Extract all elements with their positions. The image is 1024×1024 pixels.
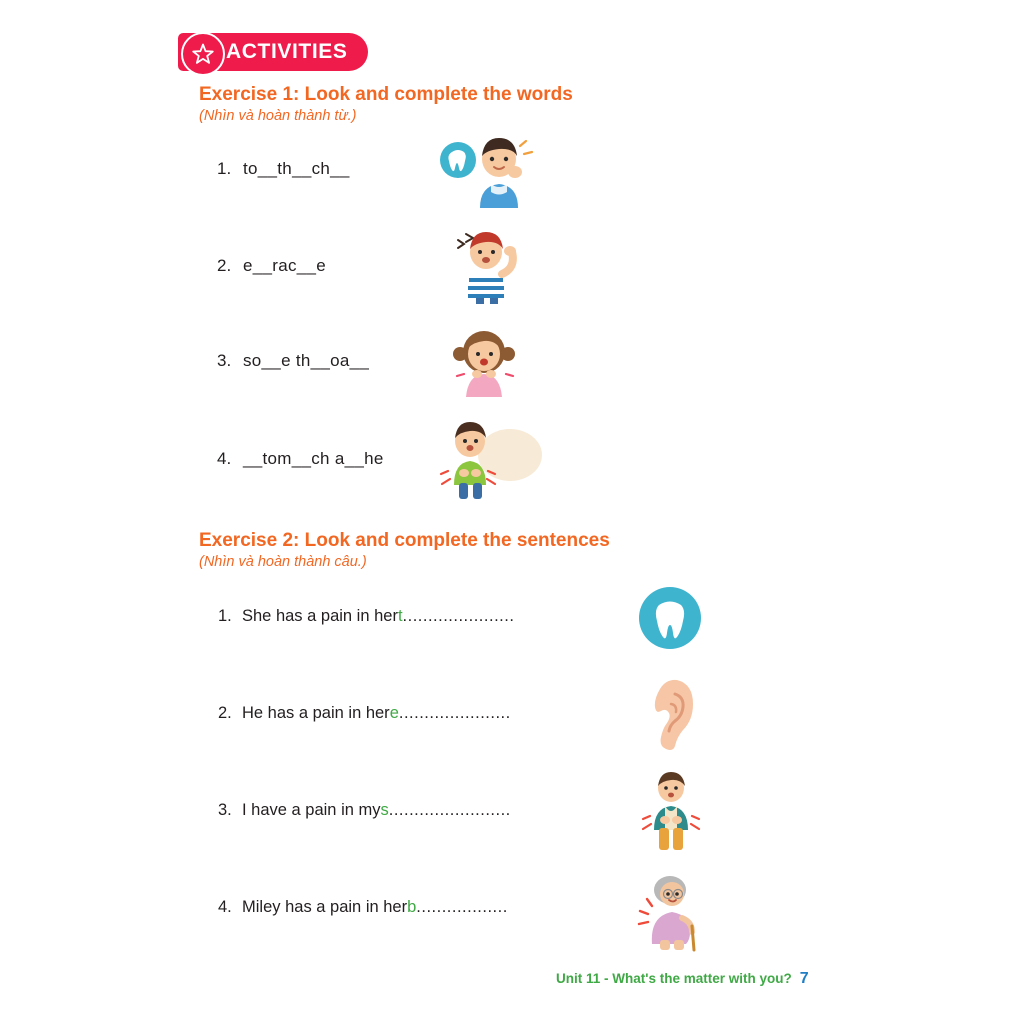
exercise2-subtitle: (Nhìn và hoàn thành câu.) [199, 554, 367, 570]
exercise1-item-3-number: 3. [217, 351, 232, 370]
exercise2-item-2-number: 2. [218, 704, 232, 722]
activities-banner-label: ACTIVITIES [226, 40, 348, 63]
exercise1-item-1 [217, 159, 350, 179]
exercise2-title: Exercise 2: Look and complete the sentences [199, 530, 610, 551]
backache-grandma-illustration [636, 874, 706, 952]
exercise2-item-4-number: 4. [218, 898, 232, 916]
exercise2-item-1 [218, 607, 514, 626]
exercise1-item-2-word[interactable]: e__rac__e [243, 256, 327, 275]
exercise2-item-1-text: She has a pain in her [242, 607, 398, 625]
earache-boy-illustration [444, 226, 534, 304]
exercise2-item-3-hint: s [380, 801, 389, 819]
exercise2-item-2-blank[interactable]: ...................... [398, 704, 511, 722]
tooth-icon-illustration [639, 587, 701, 649]
exercise2-item-1-number: 1. [218, 607, 232, 625]
exercise1-item-3-word[interactable]: so__e th__oa__ [243, 351, 370, 370]
exercise2-item-4-blank[interactable]: .................. [416, 898, 508, 916]
exercise2-item-3-blank[interactable]: ........................ [388, 801, 511, 819]
toothache-boy-illustration [436, 132, 546, 210]
exercise2-item-4-hint: b [407, 898, 417, 916]
footer-unit-label: Unit 11 - What's the matter with you? [556, 971, 792, 986]
exercise1-item-4-word[interactable]: __tom__ch a__he [243, 449, 384, 468]
stomachache-boy-illustration [438, 415, 548, 500]
exercise1-item-1-word[interactable]: to__th__ch__ [243, 159, 350, 178]
exercise2-item-3-number: 3. [218, 801, 232, 819]
exercise2-item-1-hint: t [397, 607, 403, 625]
sore-throat-girl-illustration [446, 326, 526, 398]
exercise2-item-3-text: I have a pain in my [242, 801, 381, 819]
exercise2-item-4 [218, 898, 508, 917]
exercise2-item-2-text: He has a pain in her [242, 704, 390, 722]
footer-page-number: 7 [799, 970, 809, 987]
exercise1-item-2 [217, 256, 326, 276]
ear-illustration [645, 678, 697, 750]
exercise1-item-1-number: 1. [217, 159, 232, 178]
stomachache-man-illustration [638, 772, 704, 854]
exercise2-item-2 [218, 704, 511, 723]
exercise2-item-3 [218, 801, 511, 820]
exercise1-title: Exercise 1: Look and complete the words [199, 84, 573, 105]
star-icon [181, 32, 225, 76]
exercise2-item-4-text: Miley has a pain in her [242, 898, 408, 916]
exercise1-item-3 [217, 351, 369, 371]
exercise2-item-2-hint: e [389, 704, 399, 722]
exercise1-item-2-number: 2. [217, 256, 232, 275]
exercise2-item-1-blank[interactable]: ...................... [402, 607, 515, 625]
exercise1-item-4-number: 4. [217, 449, 232, 468]
exercise1-subtitle: (Nhìn và hoàn thành từ.) [199, 108, 357, 124]
exercise1-item-4 [217, 449, 384, 469]
